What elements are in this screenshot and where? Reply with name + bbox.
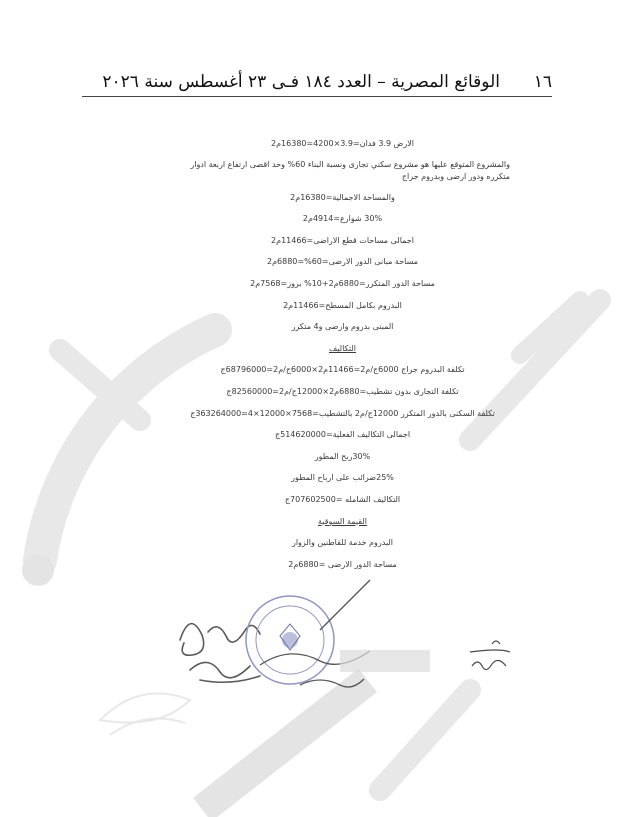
gazette-header [82,64,552,98]
text-line: الارض 3.9 فدان=3.9×4200=16380م2 [271,139,414,148]
stamp-blur [340,650,430,672]
text-line: تكلفة البدروم جراج 6000ج/م2=11466م2×6000ج/م2=68796000ج [220,365,465,375]
text-line: مساحة الدور المتكرر=6880م2+10% بروز=7568م2 [250,278,435,288]
text-line: مساحة مبانى الدور الارضى=60%=6880م2 [266,257,419,267]
text-line: التكاليف الشامله =707602500ج [284,494,401,504]
text-line: البدروم بكامل المسطح=11466م2 [283,300,402,310]
text-line: 25%ضرائب على ارباح المطور [291,473,394,483]
header-rule [82,96,552,97]
initials-mark [470,641,510,670]
text-line: تكلفة السكنى بالدور المتكرر 12000ج/م2 بالتشطيب=7568×12000×4=363264000ج [190,408,495,418]
signature-area [160,570,580,710]
section-heading-market-value: القيمة السوقية [317,516,368,526]
text-line: تكلفة التجارى بدون تشطيب=6880م2×12000ج/م2=82560000ج [226,386,459,396]
text-line: 30% شوارع=4914م2 [302,214,383,224]
text-line: مساحة الدور الارضى =6880م2 [288,559,397,569]
text-line: 30%ربح المطور [314,451,371,461]
document-body [175,133,510,575]
issue-line: الوقائع المصرية – العدد ١٨٤ فـى ٢٣ أغسطس سنة ٢٠٢٦ [102,72,500,92]
watermark-dot [22,554,54,586]
text-line: البدروم خدمة للقاطنين والزوار [291,538,394,548]
section-heading-costs: التكاليف [328,343,357,353]
text-line: اجمالى التكاليف الفعلية=514620000ج [274,430,411,440]
text-line: اجمالى مساحات قطع الاراضى=11466م2 [271,235,414,245]
text-line: والمشروع المتوقع عليها هو مشروع سكني تجارى ونسبة البناء 60% وحد اقصى ارتفاع اربعة ادوار متكرره ودور ارضى وبدروم جراج [190,159,510,181]
text-line: والمساحة الاجمالية=16380م2 [290,192,395,202]
text-line: المبنى بدروم وارضى و4 متكرر [291,322,394,332]
official-seal [246,596,334,684]
page-number: ١٦ [533,72,552,92]
